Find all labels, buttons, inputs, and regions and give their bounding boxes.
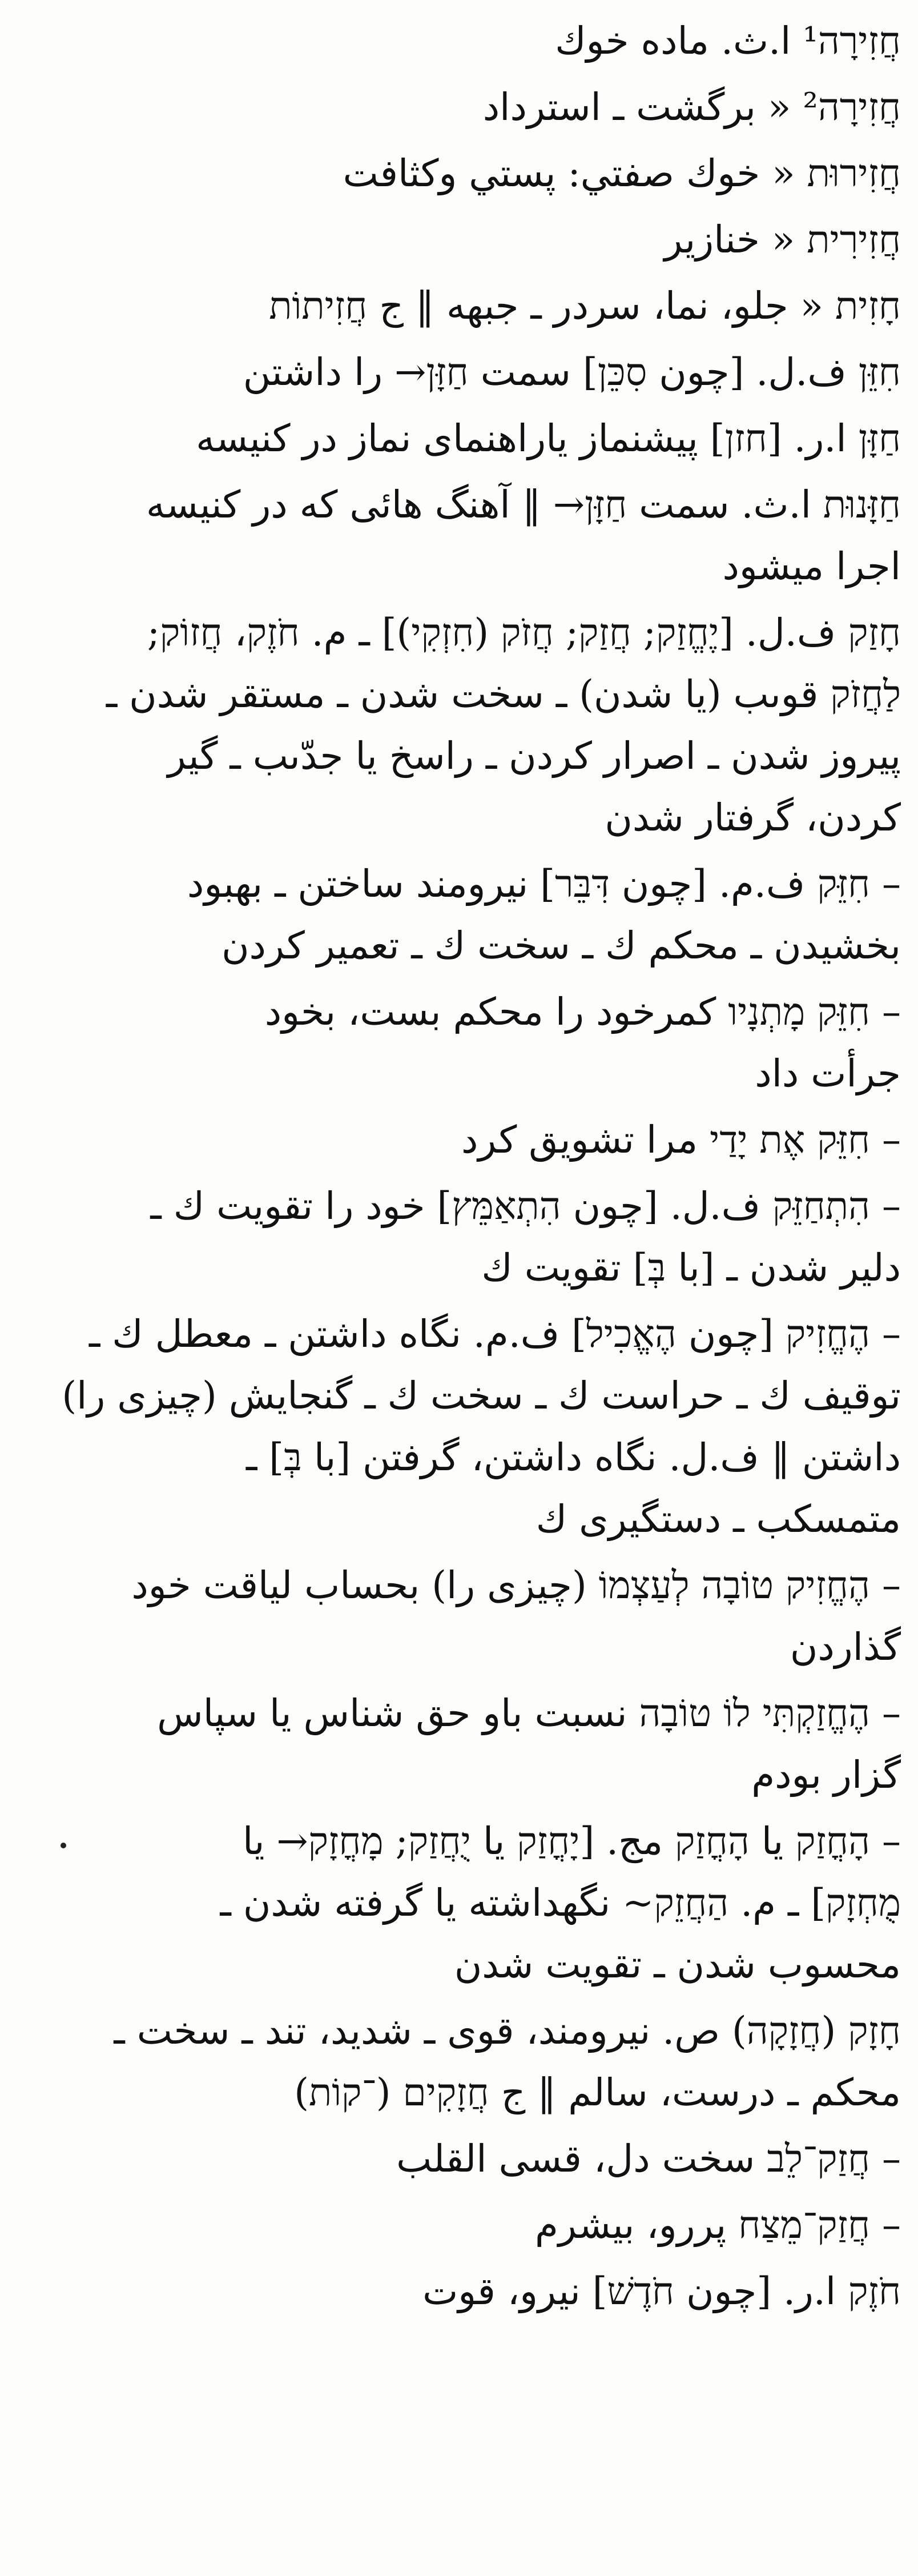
dictionary-entry (17, 2194, 901, 2256)
entry-line: – חֲזַק־מֵצַח پررو، بيشرم (534, 2203, 901, 2247)
entry-line: متمسكب ـ دستگيرى ك (536, 1497, 901, 1541)
entry-line: – חֲזַק־לֵב سخت دل، قسى القلب (396, 2137, 901, 2181)
entry-line: חָזִית « جلو، نما، سردر ـ جبهه ‖ ج חֲזִיתוֹת (269, 284, 901, 328)
entry-line: – חִזֵּק ف.م. [چون דִּבֵּר] نيرومند ساختن ـ بهبود (187, 862, 901, 906)
dictionary-entry (17, 2128, 901, 2190)
entry-line: – הִתְחַזֵּק ف.ل. [چون הִתְאַמֵּץ] خود را تقويت ك ـ (150, 1184, 901, 1228)
entry-line: חֲזִירָה¹ ا.ث. ماده خوك (555, 19, 901, 63)
entry-line: לַחֲזֹק قوىب (يا شدن) ـ سخت شدن ـ مستقر شدن ـ (106, 672, 901, 716)
entry-line: חֲזִירוּת « خوك صفتي: پستي وكثافت (343, 151, 901, 195)
dictionary-entry (17, 1811, 901, 1996)
entry-line: – חִזֵּק אֶת יָדַי مرا تشويق كرد (461, 1118, 901, 1162)
dictionary-entry (17, 1109, 901, 1171)
entry-line: חָזָק (חֲזָקָה) ص. نيرومند، قوى ـ شديد، تند ـ سخت ـ (114, 2009, 901, 2053)
entry-line: محسوب شدن ـ تقويت شدن (454, 1943, 901, 1987)
entry-line: اجرا ميشود (722, 544, 901, 588)
dictionary-entry (17, 1175, 901, 1299)
entry-line: חָזַק ف.ل. [יֶחֱזַק; חֲזַק; חֲזֹק (חִזְקִי)] ـ م. חֹזֶק، חֲזוֹק; (147, 611, 901, 655)
entry-line: پيروز شدن ـ اصرار كردن ـ راسخ يا جدّىب ـ گير (167, 734, 901, 778)
entry-line: חֲזִירִית « خنازير (664, 218, 901, 262)
entry-line: كردن، گرفتار شدن (605, 796, 901, 840)
entry-line: – חִזֵּק מָתְנָיו كمرخود را محكم بست، بخود (264, 990, 901, 1034)
entry-line: بخشيدن ـ محكم ك ـ سخت ك ـ تعمير كردن (222, 924, 901, 968)
entry-line: جرأت داد (755, 1052, 901, 1096)
dictionary-entry (17, 853, 901, 977)
entry-line: חֹזֶק ا.ر. [چون חֹדֶשׁ] نيرو، قوت (422, 2269, 901, 2313)
entry-line: – הֶחֱזִיק טוֹבָה לְעַצְמוֹ (چيزى را) بحساب لياقت خود (131, 1563, 901, 1607)
entry-line: گذاردن (790, 1625, 901, 1669)
entry-line: מֻחְזָק] ـ م. הַחֲזֵק~ نگهداشته يا گرفته شدن ـ (220, 1881, 901, 1925)
dictionary-entry (17, 77, 901, 138)
dictionary-entry (17, 602, 901, 849)
entry-line: – הָחֳזַק يا הָחֳזַק مج. [יָחֳזַק يا יֻחֲזַק; מָחֳזָק→ يا (242, 1819, 901, 1863)
entry-line: – הֶחֱזַקְתִּי לוֹ טוֹבָה نسبت باو حق شناس يا سپاس (157, 1691, 901, 1735)
dictionary-entry (17, 981, 901, 1105)
dictionary-entry (17, 408, 901, 470)
entry-line: חַזָּן ا.ر. [חזן] پيشنماز ياراهنماى نماز در كنيسه (196, 416, 901, 460)
dictionary-entry (17, 1303, 901, 1550)
dictionary-entry (17, 342, 901, 403)
entry-line: חִזֵּן ف.ل. [چون סִכֵּן] سمت חַזָּן→ را داشتن (243, 350, 901, 394)
dictionary-entry (17, 2000, 901, 2124)
dictionary-entry (17, 143, 901, 204)
dictionary-entry (17, 2261, 901, 2322)
dictionary-entry (17, 10, 901, 72)
dictionary-entry (17, 1683, 901, 1806)
entry-line: – הֶחֱזִיק [چون הֶאֱכִיל] ف.م. نگاه داشتن ـ معطل ك ـ (88, 1312, 901, 1356)
dictionary-entry (17, 474, 901, 597)
entry-line: توقيف ك ـ حراست ك ـ سخت ك ـ گنجايش (چيزى را) (62, 1374, 901, 1418)
entry-line: חַזָּנוּת ا.ث. سمت חַזָּן→ ‖ آهنگ هائى كه در كنيسه (146, 483, 901, 527)
dictionary-entry (17, 1555, 901, 1678)
dictionary-entry (17, 275, 901, 337)
entry-line: گزار بودم (751, 1753, 901, 1797)
entry-line: داشتن ‖ ف.ل. نگاه داشتن، گرفتن [با בְּ] ـ (245, 1435, 901, 1479)
stray-mark (61, 1843, 66, 1848)
entry-line: دلير شدن ـ [با בְּ] تقويت ك (481, 1246, 901, 1290)
entry-line: محكم ـ درست، سالم ‖ ج חֲזָקִים (־קוֹת) (294, 2071, 901, 2114)
dictionary-entry (17, 209, 901, 271)
entry-line: חֲזִירָה² « برگشت ـ استرداد (482, 85, 901, 129)
